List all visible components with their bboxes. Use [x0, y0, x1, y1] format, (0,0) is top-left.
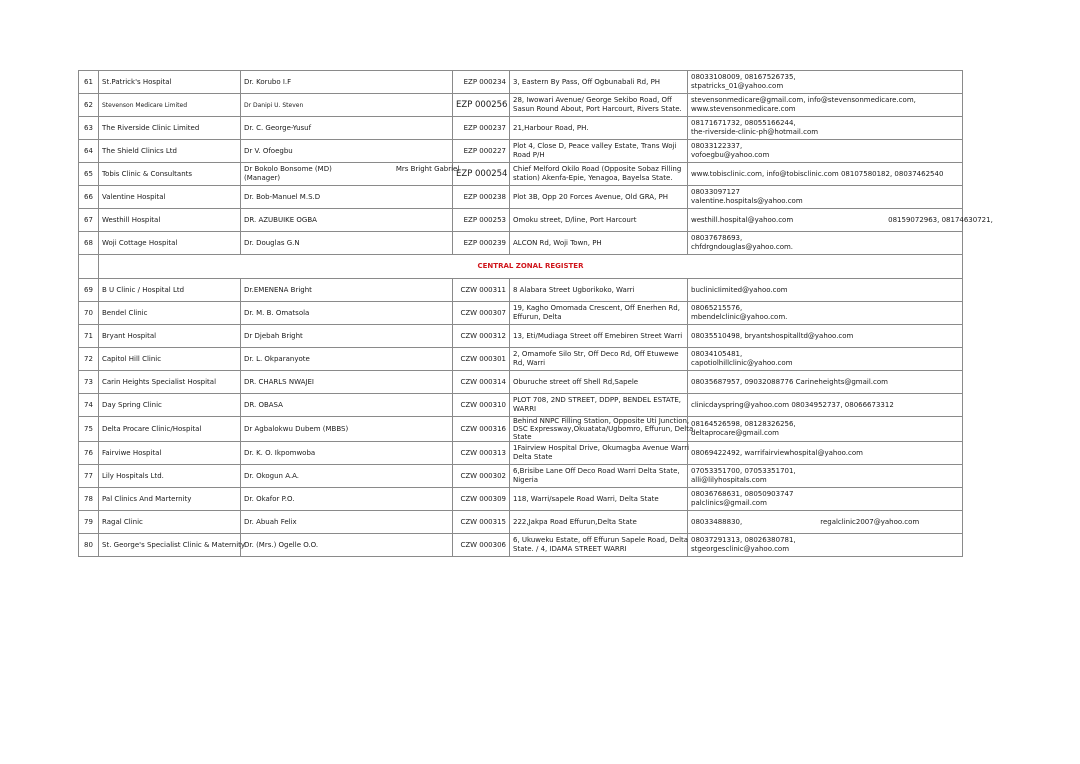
central-zone-rows [79, 279, 963, 557]
row-number [79, 325, 99, 348]
row-number-text: 77 [84, 471, 93, 480]
facility-name-text: Carin Heights Specialist Hospital [102, 377, 217, 386]
row-number-text: 62 [84, 100, 93, 109]
doctor-name-text: Dr Danipi U. Steven [244, 101, 304, 109]
contact-extra: 08159072963, 08174630721, [888, 215, 993, 224]
address [510, 488, 688, 511]
contact [688, 348, 963, 371]
doctor-name-text: Dr. Douglas G.N [244, 238, 300, 247]
doctor-name [241, 348, 453, 371]
doctor-name [241, 117, 453, 140]
table-row [79, 417, 963, 442]
address-line: DSC Expressway,Okuatata/Ugbomro, Effurun, Delta [513, 425, 694, 433]
row-number [79, 394, 99, 417]
row-number-text: 71 [84, 331, 93, 340]
contact-line: 08171671732, 08055166244, [691, 119, 796, 127]
row-number-text: 65 [84, 169, 93, 178]
contact-line: 08033097127 [691, 188, 740, 196]
address-line: State. / 4, IDAMA STREET WARRI [513, 545, 627, 553]
registration-code-text: CZW 000311 [460, 285, 506, 294]
manager-name-text: Mrs Bright Gabriel [395, 165, 460, 173]
contact [688, 163, 963, 186]
contact-line: www.tobisclinic.com, info@tobisclinic.com 08107580182, 08037462540 [691, 169, 944, 178]
contact-line: the-riverside-clinic-ph@hotmail.com [691, 128, 819, 136]
row-number-text: 66 [84, 192, 93, 201]
address [510, 302, 688, 325]
contact [688, 279, 963, 302]
address-line: Rd, Warri [513, 359, 546, 367]
registration-code-text: CZW 000315 [460, 517, 506, 526]
table-row [79, 279, 963, 302]
registration-code [453, 94, 510, 117]
contact-line: stevensonmedicare@gmail.com, info@stevensonmedicare.com, [691, 96, 916, 104]
address-line: Effurun, Delta [513, 313, 562, 321]
table-row [79, 534, 963, 557]
facility-name [99, 302, 241, 325]
registration-code-text: EZP 000227 [463, 146, 506, 155]
row-number-text: 69 [84, 285, 93, 294]
facility-name [99, 71, 241, 94]
address-line: 222,Jakpa Road Effurun,Delta State [513, 517, 637, 526]
row-number-text: 70 [84, 308, 93, 317]
address [510, 394, 688, 417]
contact-line: stgeorgesclinic@yahoo.com [691, 545, 790, 553]
facility-name [99, 417, 241, 442]
table-row [79, 511, 963, 534]
table-row [79, 465, 963, 488]
facility-name [99, 534, 246, 557]
doctor-name-text: Dr. Okafor P.O. [244, 494, 295, 503]
doctor-name-text: Dr. Okogun A.A. [244, 471, 299, 480]
facility-name-text: The Shield Clinics Ltd [102, 146, 177, 155]
address [510, 534, 688, 557]
contact-line: 08033488830, [691, 517, 743, 526]
address [510, 325, 688, 348]
registration-code-text: CZW 000301 [460, 354, 506, 363]
address-line: 21,Harbour Road, PH. [513, 123, 589, 132]
doctor-name-text: Dr Djebah Bright [244, 331, 303, 340]
doctor-name-text: Dr. Bob-Manuel M.S.D [244, 192, 321, 201]
facility-name [99, 348, 241, 371]
registration-code-text: CZW 000302 [460, 471, 506, 480]
doctor-name-text: Dr Bokolo Bonsome (MD) [244, 165, 332, 173]
row-number [79, 140, 99, 163]
address [510, 279, 688, 302]
contact [688, 465, 963, 488]
address [510, 417, 694, 442]
row-number [79, 186, 99, 209]
address-line: 2, Omamofe Silo Str, Off Deco Rd, Off Etuwewe [513, 350, 679, 358]
doctor-name [241, 465, 453, 488]
facility-name-text: B U Clinic / Hospital Ltd [102, 285, 185, 294]
facility-name [99, 442, 241, 465]
row-number [79, 279, 99, 302]
contact [688, 186, 963, 209]
address-line: State [513, 433, 532, 441]
address [510, 117, 688, 140]
row-number-text: 68 [84, 238, 93, 247]
address [510, 371, 688, 394]
facility-name-text: Fairviwe Hospital [102, 448, 162, 457]
facility-name [99, 325, 241, 348]
contact-line: 08036768631, 08050903747 [691, 490, 794, 498]
row-number-text: 67 [84, 215, 93, 224]
facility-name [99, 232, 241, 255]
address-line: station) Akenfa-Epie, Yenagoa, Bayelsa State. [513, 174, 673, 182]
address-line: ALCON Rd, Woji Town, PH [513, 238, 602, 247]
doctor-name-text: Dr Agbalokwu Dubem (MBBS) [244, 424, 349, 433]
facility-name-text: Day Spring Clinic [102, 400, 162, 409]
row-number-text: 80 [84, 540, 93, 549]
contact-line: stpatricks_01@yahoo.com [691, 82, 784, 90]
doctor-name-text: Dr. Korubo I.F [244, 77, 292, 86]
contact [688, 71, 963, 94]
contact [688, 140, 963, 163]
address-line: 6, Ukuweku Estate, off Effurun Sapele Road, Delta [513, 536, 689, 544]
address-line: Oburuche street off Shell Rd,Sapele [513, 377, 639, 386]
doctor-name-text: Dr. Abuah Felix [244, 517, 297, 526]
table-row [79, 186, 963, 209]
contact [688, 94, 963, 117]
doctor-name [241, 279, 453, 302]
doctor-name-text: Dr. C. George-Yusuf [244, 123, 312, 132]
facility-name-text: Stevenson Medicare Limited [102, 101, 188, 109]
doctor-name [241, 186, 453, 209]
contact-line: 08069422492, warrifairviewhospital@yahoo.com [691, 448, 863, 457]
doctor-name [241, 488, 453, 511]
section-header [79, 255, 963, 279]
registration-code [453, 348, 510, 371]
registration-code [453, 232, 510, 255]
address [510, 511, 688, 534]
facility-name [99, 209, 241, 232]
table-row [79, 348, 963, 371]
registration-code [453, 140, 510, 163]
address-line: Plot 4, Close D, Peace valley Estate, Trans Woji [513, 142, 677, 150]
row-number [79, 371, 99, 394]
registration-code [453, 465, 510, 488]
address [510, 186, 688, 209]
contact-line: mbendelclinic@yahoo.com. [691, 313, 788, 321]
facility-name-text: St.Patrick's Hospital [102, 77, 172, 86]
address-line: 6,Brisibe Lane Off Deco Road Warri Delta State, [513, 467, 680, 475]
registration-code [453, 534, 510, 557]
contact-extra: regalclinic2007@yahoo.com [820, 517, 920, 526]
row-number [79, 511, 99, 534]
row-number-text: 79 [84, 517, 93, 526]
contact-line: 08034105481, [691, 350, 743, 358]
facility-name-text: Bryant Hospital [102, 331, 157, 340]
contact-line: westhill.hospital@yahoo.com [691, 215, 794, 224]
row-number [79, 71, 99, 94]
address [510, 94, 688, 117]
row-number-text: 74 [84, 400, 93, 409]
facility-name [99, 488, 241, 511]
registration-code [453, 186, 510, 209]
registration-code [453, 417, 510, 442]
address [510, 71, 688, 94]
contact [688, 511, 963, 534]
registration-code-text: CZW 000306 [460, 540, 506, 549]
contact-line: chfdrgndouglas@yahoo.com. [691, 243, 794, 251]
row-number-text: 78 [84, 494, 93, 503]
registration-code [453, 279, 510, 302]
doctor-name [241, 371, 453, 394]
doctor-name-text: DR. OBASA [244, 400, 283, 409]
address-line: Road P/H [513, 151, 545, 159]
facility-name-text: Westhill Hospital [102, 215, 161, 224]
doctor-name-text: DR. AZUBUIKE OGBA [244, 215, 317, 224]
doctor-name [241, 394, 453, 417]
table-row [79, 209, 963, 232]
contact [688, 417, 963, 442]
facility-name-text: Delta Procare Clinic/Hospital [102, 424, 202, 433]
address-line: 8 Alabara Street Ugborikoko, Warri [513, 285, 635, 294]
address-line: Nigeria [513, 476, 539, 484]
registration-code-text: CZW 000309 [460, 494, 506, 503]
contact-line: 07053351700, 07053351701, [691, 467, 796, 475]
contact-line: clinicdayspring@yahoo.com 08034952737, 08066673312 [691, 400, 894, 409]
contact-line: 08065215576, [691, 304, 743, 312]
row-number-text: 76 [84, 448, 93, 457]
registration-code-text: EZP 000238 [463, 192, 506, 201]
east-zone-rows [79, 71, 993, 255]
address [510, 232, 688, 255]
registration-code-text: CZW 000312 [460, 331, 506, 340]
registration-code [453, 371, 510, 394]
row-number-text: 64 [84, 146, 93, 155]
facility-name [99, 163, 241, 186]
contact-line: 08164526598, 08128326256, [691, 420, 796, 428]
address-line: Behind NNPC Filling Station, Opposite Uti Junction, [513, 417, 690, 425]
table-row [79, 232, 963, 255]
registration-code [453, 442, 510, 465]
address [510, 140, 688, 163]
contact-line: capotiolhillclinic@yahoo.com [691, 359, 793, 367]
doctor-name-text: Dr.EMENENA Bright [244, 285, 312, 294]
address-line: WARRI [513, 405, 537, 413]
contact-line: 08037291313, 08026380781, [691, 536, 796, 544]
registration-code-text: EZP 000254 [456, 168, 508, 179]
facility-name [99, 117, 241, 140]
row-number [79, 488, 99, 511]
row-number-text: 75 [84, 424, 93, 433]
contact-line: 08037678693, [691, 234, 743, 242]
contact [688, 232, 963, 255]
contact-line: 08033122337, [691, 142, 743, 150]
contact-line: 08033108009, 08167526735, [691, 73, 796, 81]
contact-line: deltaprocare@gmail.com [691, 429, 779, 437]
contact-line: www.stevensonmedicare.com [691, 105, 796, 113]
facility-name [99, 371, 241, 394]
address [510, 442, 688, 465]
contact [688, 488, 963, 511]
address-line: Plot 3B, Opp 20 Forces Avenue, Old GRA, PH [513, 192, 668, 201]
section-num-cell [79, 255, 99, 279]
row-number-text: 72 [84, 354, 93, 363]
address-line: Omoku street, D/line, Port Harcourt [513, 215, 637, 224]
address [510, 209, 688, 232]
contact-line: 08035510498, bryantshospitalltd@yahoo.com [691, 331, 854, 340]
contact [688, 534, 963, 557]
row-number [79, 94, 99, 117]
contact [688, 371, 963, 394]
registration-code-text: EZP 000237 [463, 123, 506, 132]
registration-code [453, 71, 510, 94]
address-line: Sasun Round About, Port Harcourt, Rivers State. [513, 105, 682, 113]
registration-code-text: CZW 000316 [460, 424, 506, 433]
address-line: 19, Kagho Omomada Crescent, Off Enerhen Rd, [513, 304, 680, 312]
facility-name-text: The Riverside Clinic Limited [102, 123, 200, 132]
manager-role-text: (Manager) [244, 174, 281, 182]
facility-name [99, 186, 241, 209]
address-line: Chief Melford Okilo Road (Opposite Sobaz Filling [513, 165, 682, 173]
registration-code [453, 488, 510, 511]
table-row [79, 371, 963, 394]
facility-name-text: Bendel Clinic [102, 308, 148, 317]
doctor-name [241, 511, 453, 534]
row-number [79, 163, 99, 186]
row-number [79, 302, 99, 325]
address-line: 118, Warri/sapele Road Warri, Delta State [513, 494, 659, 503]
address-line: Delta State [513, 453, 553, 461]
address-line: 1Fairview Hospital Drive, Okumagba Avenue Warri [513, 444, 690, 452]
table-row [79, 394, 963, 417]
registration-code-text: EZP 000234 [463, 77, 506, 86]
doctor-name-text: Dr. L. Okparanyote [244, 354, 310, 363]
doctor-name [241, 325, 453, 348]
contact [688, 442, 963, 465]
doctor-name [241, 140, 453, 163]
contact-line: valentine.hospitals@yahoo.com [691, 197, 803, 205]
facility-name [99, 511, 241, 534]
doctor-name [241, 163, 460, 186]
table-row [79, 94, 963, 117]
address-line: 3, Eastern By Pass, Off Ogbunabali Rd, PH [513, 77, 661, 86]
doctor-name [241, 71, 453, 94]
facility-name [99, 94, 241, 117]
contact-line: vofoegbu@yahoo.com [691, 151, 770, 159]
address [510, 348, 688, 371]
facility-name [99, 465, 241, 488]
table-row [79, 140, 963, 163]
contact [688, 394, 963, 417]
doctor-name-text: Dr. K. O. Ikpomwoba [244, 448, 316, 457]
row-number [79, 465, 99, 488]
row-number-text: 73 [84, 377, 93, 386]
contact-line: buclinicIimited@yahoo.com [691, 285, 788, 294]
address [510, 465, 688, 488]
doctor-name-text: Dr. (Mrs.) Ogelle O.O. [244, 540, 319, 549]
registration-code [453, 117, 510, 140]
row-number [79, 417, 99, 442]
registration-code [453, 511, 510, 534]
section-title: CENTRAL ZONAL REGISTER [99, 255, 963, 279]
doctor-name [241, 302, 453, 325]
address-line: PLOT 708, 2ND STREET, DDPP, BENDEL ESTATE, [513, 396, 681, 404]
doctor-name [241, 442, 453, 465]
facility-name [99, 394, 241, 417]
table-row [79, 325, 963, 348]
table-row [79, 163, 963, 186]
doctor-name-text: Dr. M. B. Omatsola [244, 308, 310, 317]
registration-code [453, 325, 510, 348]
doctor-name-text: DR. CHARLS NWAJEI [244, 377, 314, 386]
row-number-text: 61 [84, 77, 93, 86]
contact [688, 325, 963, 348]
registration-code-text: EZP 000253 [463, 215, 506, 224]
registration-code [453, 209, 510, 232]
table-row [79, 442, 963, 465]
registration-code [453, 394, 510, 417]
table-row [79, 488, 963, 511]
registration-code [453, 163, 510, 186]
address-line: 13, Eti/Mudiaga Street off Emebiren Street Warri [513, 331, 683, 340]
facility-name-text: Tobis Clinic & Consultants [102, 169, 193, 178]
doctor-name [241, 417, 453, 442]
contact-line: alli@lilyhospitals.com [691, 476, 767, 484]
contact [688, 117, 963, 140]
registration-code-text: EZP 000256 [456, 99, 508, 110]
table-row [79, 71, 963, 94]
registration-code-text: CZW 000314 [460, 377, 506, 386]
row-number [79, 348, 99, 371]
registration-code-text: CZW 000307 [460, 308, 506, 317]
contact-line: 08035687957, 09032088776 Carineheights@gmail.com [691, 377, 888, 386]
doctor-name [241, 94, 453, 117]
row-number [79, 534, 99, 557]
row-number [79, 209, 99, 232]
facility-name-text: Capitol Hill Clinic [102, 354, 162, 363]
registration-code-text: CZW 000313 [460, 448, 506, 457]
registration-code [453, 302, 510, 325]
doctor-line [244, 165, 460, 174]
row-number [79, 442, 99, 465]
address [510, 163, 688, 186]
address-line: 28, Iwowari Avenue/ George Sekibo Road, Off [513, 96, 672, 104]
doctor-name [241, 232, 453, 255]
facility-name-text: Valentine Hospital [102, 192, 166, 201]
table-row [79, 302, 963, 325]
facility-name [99, 279, 241, 302]
facility-name-text: Lily Hospitals Ltd. [102, 471, 164, 480]
row-number [79, 232, 99, 255]
facility-name-text: Ragal Clinic [102, 517, 143, 526]
contact [688, 209, 993, 232]
facility-name-text: Woji Cottage Hospital [102, 238, 178, 247]
doctor-name-text: Dr V. Ofoegbu [244, 146, 293, 155]
facility-name-text: Pal Clinics And Marternity [102, 494, 192, 503]
contact-line: palclinics@gmail.com [691, 499, 767, 507]
table-row [79, 117, 963, 140]
hospital-register-table [78, 70, 993, 557]
row-number-text: 63 [84, 123, 93, 132]
contact [688, 302, 963, 325]
section-row [79, 255, 963, 279]
facility-name-text: St. George's Specialist Clinic & Maternity [102, 540, 246, 549]
doctor-name [241, 209, 453, 232]
doctor-name [241, 534, 453, 557]
registration-code-text: EZP 000239 [463, 238, 506, 247]
facility-name [99, 140, 241, 163]
row-number [79, 117, 99, 140]
registration-code-text: CZW 000310 [460, 400, 506, 409]
